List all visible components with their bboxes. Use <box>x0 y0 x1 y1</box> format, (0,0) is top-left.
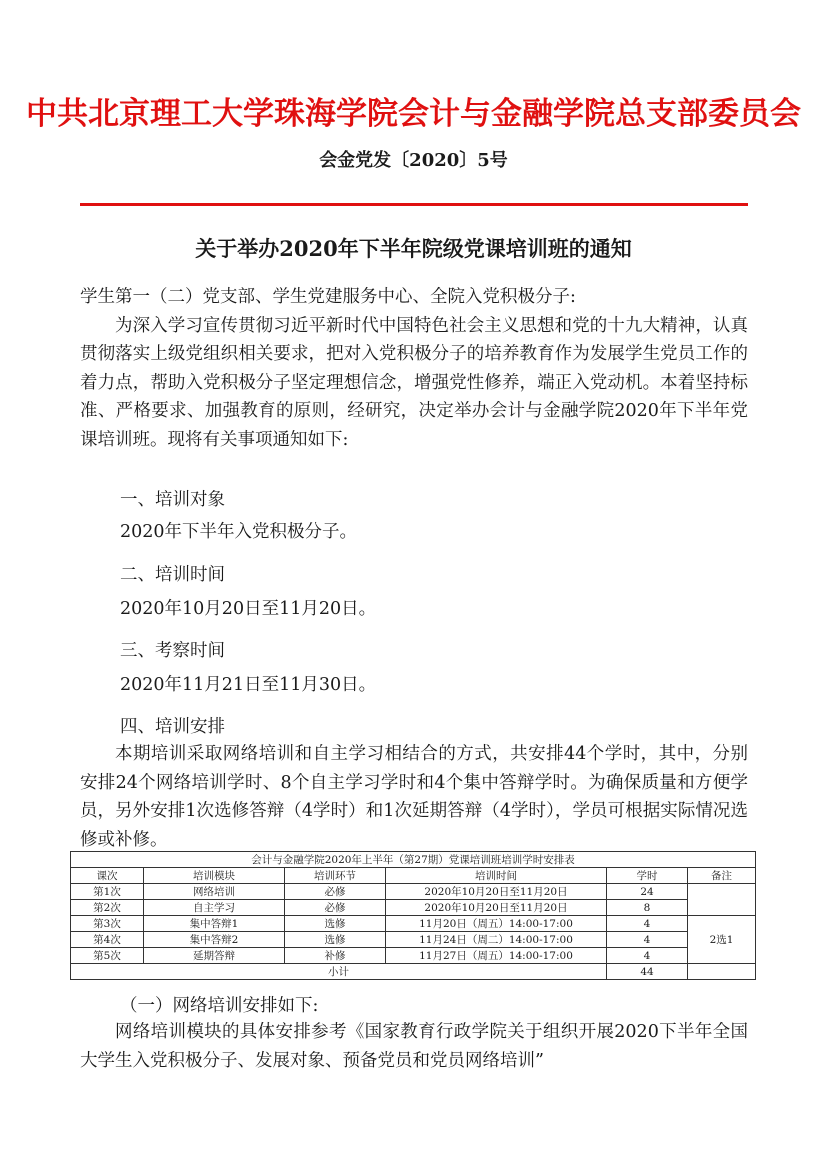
cell-module: 延期答辩 <box>144 948 285 964</box>
subtotal-row <box>71 964 756 980</box>
section-heading-1: 一、培训对象 <box>120 490 225 510</box>
cell-type: 必修 <box>285 900 386 916</box>
tail-paragraph: 网络培训模块的具体安排参考《国家教育行政学院关于组织开展2020下半年全国大学生入党积极分子、发展对象、预备党员和党员网络培训” <box>80 1022 748 1071</box>
intro-paragraph: 为深入学习宣传贯彻习近平新时代中国特色社会主义思想和党的十九大精神，认真贯彻落实上级党组织相关要求，把对入党积极分子的培养教育作为发展学生党员工作的着力点，帮助入党积极分子坚定理想信念，增强党性修养，端正入党动机。本着坚持标准、严格要求、加强教育的原则，经研究，决定举办会计与金融学院2020年下半年党课培训班。现将有关事项通知如下: <box>80 315 748 450</box>
intro-block <box>80 283 748 454</box>
section-content-1: 2020年下半年入党积极分子。 <box>120 522 358 542</box>
table-row <box>71 884 756 900</box>
table-caption: 会计与金融学院2020年上半年（第27期）党课培训班培训学时安排表 <box>71 852 756 868</box>
subtotal-label: 小计 <box>71 964 607 980</box>
cell-type: 补修 <box>285 948 386 964</box>
cell-hours: 4 <box>607 948 688 964</box>
cell-session: 第3次 <box>71 916 144 932</box>
notice-title: 关于举办2020年下半年院级党课培训班的通知 <box>195 236 632 261</box>
table-row <box>71 916 756 932</box>
cell-session: 第1次 <box>71 884 144 900</box>
section-content-3: 2020年11月21日至11月30日。 <box>120 675 377 695</box>
doc-number: 会金党发〔2020〕5号 <box>319 150 508 171</box>
cell-module: 集中答辩2 <box>144 932 285 948</box>
header-type: 培训环节 <box>285 868 386 884</box>
cell-hours: 24 <box>607 884 688 900</box>
cell-type: 必修 <box>285 884 386 900</box>
subtotal-remark-empty <box>688 964 756 980</box>
cell-module: 网络培训 <box>144 884 285 900</box>
cell-time: 2020年10月20日至11月20日 <box>386 884 607 900</box>
section-heading-2: 二、培训时间 <box>120 565 225 585</box>
table-row <box>71 900 756 916</box>
cell-hours: 4 <box>607 932 688 948</box>
arrangement-block <box>80 740 748 854</box>
cell-type: 选修 <box>285 932 386 948</box>
cell-time: 11月27日（周五）14:00-17:00 <box>386 948 607 964</box>
section-heading-3: 三、考察时间 <box>120 641 225 661</box>
red-divider <box>80 203 748 206</box>
table-row <box>71 948 756 964</box>
header-session: 课次 <box>71 868 144 884</box>
subtotal-hours: 44 <box>607 964 688 980</box>
header-remark: 备注 <box>688 868 756 884</box>
cell-session: 第5次 <box>71 948 144 964</box>
org-title: 中共北京理工大学珠海学院会计与金融学院总支部委员会 <box>26 96 801 132</box>
table-row <box>71 932 756 948</box>
header-hours: 学时 <box>607 868 688 884</box>
header-module: 培训模块 <box>144 868 285 884</box>
table-header-row <box>71 868 756 884</box>
cell-session: 第2次 <box>71 900 144 916</box>
cell-session: 第4次 <box>71 932 144 948</box>
subheading-online-training: （一）网络培训安排如下: <box>120 996 319 1016</box>
cell-hours: 4 <box>607 916 688 932</box>
cell-module: 自主学习 <box>144 900 285 916</box>
cell-remark: 2选1 <box>688 916 756 964</box>
schedule-table <box>70 851 756 980</box>
cell-type: 选修 <box>285 916 386 932</box>
cell-remark-empty <box>688 884 756 916</box>
cell-module: 集中答辩1 <box>144 916 285 932</box>
cell-time: 2020年10月20日至11月20日 <box>386 900 607 916</box>
section-content-2: 2020年10月20日至11月20日。 <box>120 599 377 619</box>
cell-time: 11月20日（周五）14:00-17:00 <box>386 916 607 932</box>
cell-time: 11月24日（周二）14:00-17:00 <box>386 932 607 948</box>
tail-block <box>80 1018 748 1075</box>
header-time: 培训时间 <box>386 868 607 884</box>
arrangement-paragraph: 本期培训采取网络培训和自主学习相结合的方式，共安排44个学时，其中，分别安排24个网络培训学时、8个自主学习学时和4个集中答辩学时。为确保质量和方便学员，另外安排1次选修答辩（4学时）和1次延期答辩（4学时），学员可根据实际情况选修或补修。 <box>80 744 748 850</box>
salutation: 学生第一（二）党支部、学生党建服务中心、全院入党积极分子: <box>80 287 576 307</box>
cell-hours: 8 <box>607 900 688 916</box>
section-heading-4: 四、培训安排 <box>120 717 225 737</box>
